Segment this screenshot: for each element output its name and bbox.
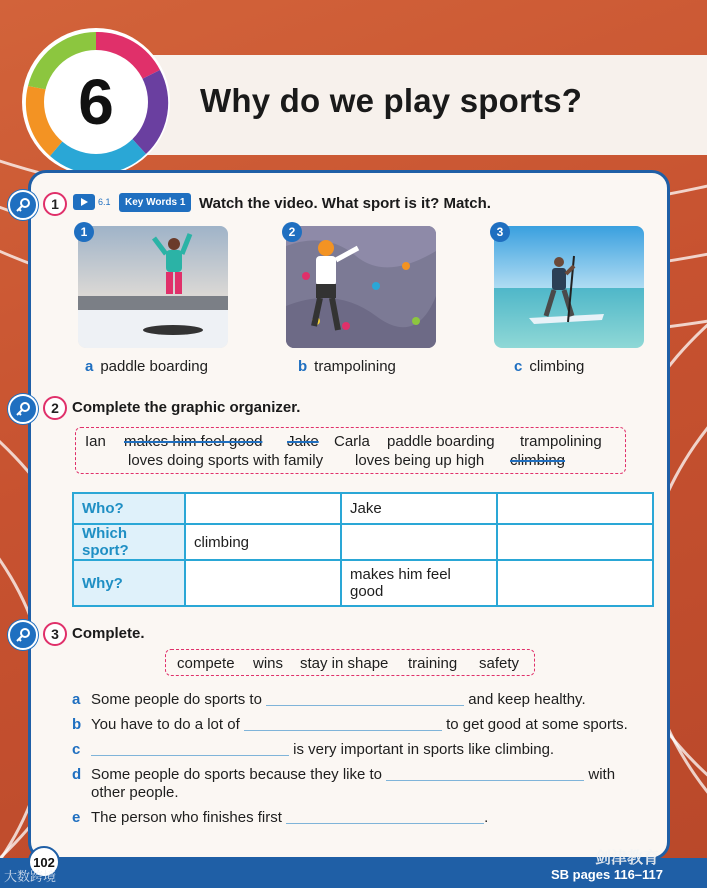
word-bank-item: safety [479, 655, 520, 672]
sentence-text: is very important in sports like climbing. [293, 741, 555, 758]
answer-blank[interactable] [266, 692, 464, 706]
answer-blank[interactable] [244, 717, 442, 731]
page-title: Why do we play sports? [200, 82, 583, 119]
exercise-number: 1 [43, 192, 67, 216]
table-cell[interactable]: climbing [185, 524, 341, 560]
word-bank-item-used: Jake [287, 433, 319, 450]
row-header: Who? [73, 493, 185, 524]
sentence-c [72, 741, 554, 758]
option-c [514, 358, 584, 375]
option-letter: a [85, 358, 94, 375]
word-bank-item: wins [253, 655, 284, 672]
exercise-3-instruction: Complete. [72, 625, 145, 642]
sentence-letter: e [72, 809, 81, 826]
sentence-text: Some people do sports to [91, 691, 262, 708]
row-header: Why? [73, 560, 185, 606]
word-bank-item: paddle boarding [387, 433, 495, 450]
exercise-1-instruction: Watch the video. What sport is it? Match. [199, 195, 491, 212]
word-bank-item-used: climbing [510, 452, 566, 469]
option-a [85, 358, 208, 375]
sentence-a [72, 691, 586, 708]
word-bank-item-used: makes him feel good [124, 433, 263, 450]
option-letter: c [514, 358, 523, 375]
sentence-d-continued: other people. [91, 784, 179, 801]
answer-blank[interactable] [286, 810, 484, 824]
video-play-icon[interactable] [73, 194, 95, 210]
word-bank-item: trampolining [520, 433, 602, 450]
option-b [298, 358, 396, 375]
exercise-number: 2 [43, 396, 67, 420]
sentence-letter: b [72, 716, 82, 733]
sentence-letter: a [72, 691, 81, 708]
key-icon [8, 394, 38, 424]
sentence-d [72, 766, 615, 783]
word-bank-item: loves doing sports with family [128, 452, 324, 469]
sentence-text: . [484, 809, 489, 826]
option-text: trampolining [314, 358, 396, 375]
sentence-text: and keep healthy. [468, 691, 586, 708]
word-bank-item: Ian [85, 433, 106, 450]
word-bank-item: loves being up high [355, 452, 485, 469]
student-book-pages: SB pages 116–117 [550, 867, 663, 882]
sentence-e [72, 809, 488, 826]
page-number: 102 [28, 846, 60, 878]
table-cell[interactable] [497, 493, 653, 524]
sentence-text: Some people do sports because they like to [91, 766, 383, 783]
sentence-text: to get good at some sports. [446, 716, 628, 733]
answer-blank[interactable] [91, 742, 289, 756]
option-text: paddle boarding [100, 358, 208, 375]
unit-number: 6 [78, 66, 114, 138]
sentence-letter: d [72, 766, 82, 783]
video-code: 6.1 [98, 197, 111, 207]
word-bank-item: Carla [334, 433, 370, 450]
table-cell[interactable]: Jake [341, 493, 497, 524]
table-row [73, 560, 653, 606]
answer-blank[interactable] [386, 767, 584, 781]
exercise-number: 3 [43, 622, 67, 646]
row-header: Which sport? [73, 524, 185, 560]
table-cell[interactable] [497, 524, 653, 560]
graphic-organizer-table [72, 492, 654, 607]
photo-number: 2 [282, 222, 302, 242]
table-cell[interactable] [497, 560, 653, 606]
sentence-text: The person who finishes first [91, 809, 282, 826]
photo-number: 3 [490, 222, 510, 242]
paddle-boarding-photo [494, 226, 644, 348]
climbing-wall-photo [286, 226, 436, 348]
key-icon [8, 190, 38, 220]
option-letter: b [298, 358, 308, 375]
word-bank-item: training [408, 655, 458, 672]
trampolining-photo [78, 226, 228, 348]
table-cell[interactable] [341, 524, 497, 560]
word-bank-item: stay in shape [300, 655, 389, 672]
exercise-2-instruction: Complete the graphic organizer. [72, 399, 301, 416]
table-cell[interactable] [185, 493, 341, 524]
key-words-badge: Key Words 1 [119, 193, 191, 212]
table-row [73, 524, 653, 560]
word-bank-item: compete [177, 655, 235, 672]
watermark-left: 大数跨境 [4, 869, 57, 884]
sentence-text: with [588, 766, 616, 783]
table-cell[interactable] [185, 560, 341, 606]
sentence-b [72, 716, 628, 733]
key-icon [8, 620, 38, 650]
sentence-text: You have to do a lot of [91, 716, 240, 733]
table-row [73, 493, 653, 524]
option-text: climbing [529, 358, 585, 375]
photo-number: 1 [74, 222, 94, 242]
watermark-right: 剑津教育 [595, 850, 660, 867]
sentence-letter: c [72, 741, 81, 758]
table-cell[interactable]: makes him feel good [341, 560, 497, 606]
